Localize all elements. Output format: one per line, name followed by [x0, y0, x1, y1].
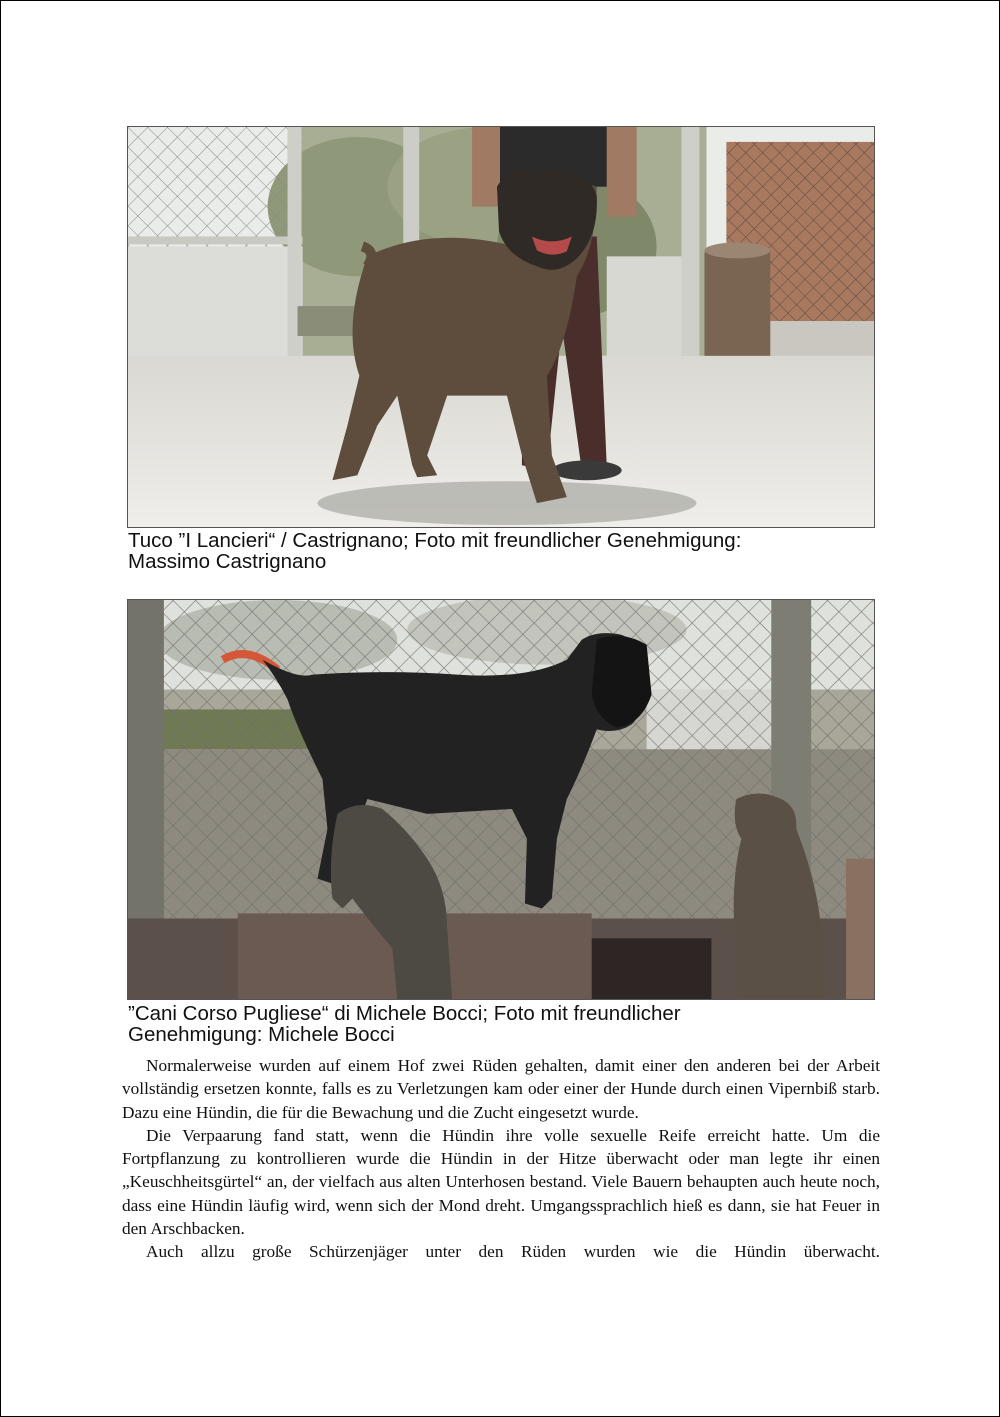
caption-line: Tuco ”I Lancieri“ / Castrignano; Foto mit freundlicher Genehmigung:: [128, 529, 742, 552]
figure-photo-tuco: [127, 126, 875, 528]
figure-caption-2: [128, 1003, 888, 1045]
caption-line: ”Cani Corso Pugliese“ di Michele Bocci; Foto mit freundlicher: [128, 1002, 681, 1025]
caption-line: Massimo Castrignano: [128, 550, 327, 573]
figure-photo-cani-corso: [127, 599, 875, 1000]
paragraph: Die Verpaarung fand statt, wenn die Hündin ihre volle sexuelle Reife erreicht hatte. Um die Fortpflanzung zu kontrollieren wurde die Hündin in der Hitze überwacht oder man legte ihr einen „Keuschheitsgürtel“ an, der vielfach aus alten Unterhosen bestand. Viele Bauern behaupten auch heute noch, dass eine Hündin läufig wird, wenn sich der Mond dreht. Umgangssprachlich hieß es dann, sie hat Feuer in den Arschbacken.: [122, 1125, 880, 1239]
dog-photo-illustration-1: [128, 127, 874, 527]
dog-photo-illustration-2: [128, 600, 874, 999]
figure-caption-1: [128, 530, 888, 572]
body-text: [122, 1054, 880, 1264]
paragraph: Auch allzu große Schürzenjäger unter den Rüden wurden wie die Hündin überwacht.: [146, 1242, 880, 1262]
paragraph: Normalerweise wurden auf einem Hof zwei Rüden gehalten, damit einer den anderen bei der Arbeit vollständig ersetzen konnte, falls es zu Verletzungen kam oder einer der Hunde durch einen Vipernbiß starb. Dazu eine Hündin, die für die Bewachung und die Zucht eingesetzt wurde.: [122, 1056, 880, 1122]
caption-line: Genehmigung: Michele Bocci: [128, 1023, 395, 1046]
